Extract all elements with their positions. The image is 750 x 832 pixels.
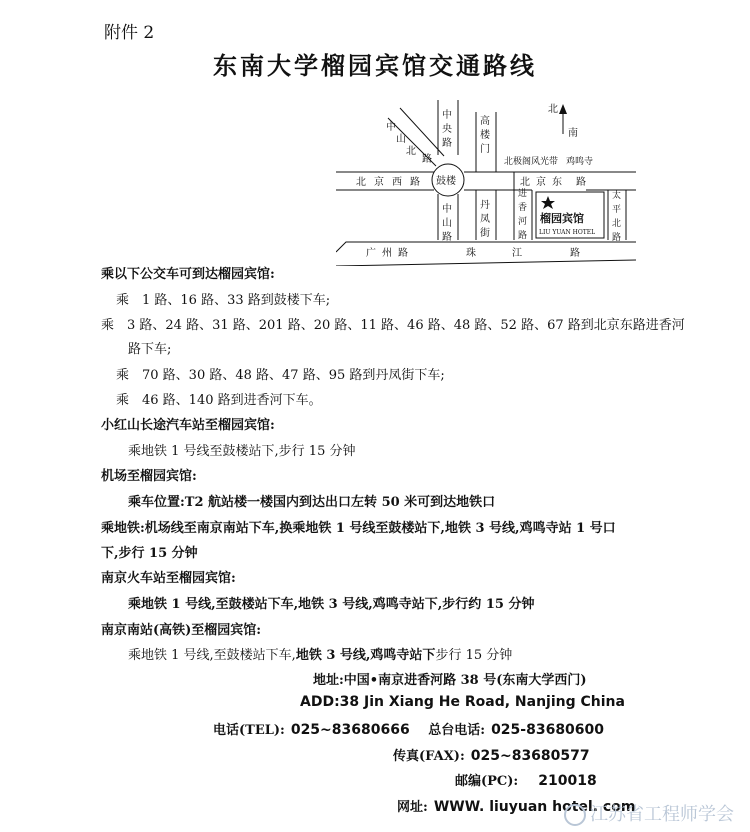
- map-road-label: 香: [518, 203, 528, 213]
- map-road-label: 高: [480, 116, 490, 127]
- map-road-label: 北极阁风光带: [504, 157, 559, 167]
- address-en: ADD:38 Jin Xiang He Road, Nanjing China: [300, 694, 625, 710]
- zip-row: 邮编(PC): 210018: [455, 773, 597, 789]
- phone-number: 025~83680666: [290, 722, 410, 738]
- airport-metro: 乘地铁:机场线至南京南站下车,换乘地铁 1 号线至鼓楼站下,地铁 3 号线,鸡鸣寺站 1 号口: [101, 521, 616, 536]
- map-road-label: 路: [576, 177, 586, 188]
- bus-heading: 乘以下公交车可到达榴园宾馆:: [101, 267, 275, 282]
- map-road-label: 北: [612, 219, 622, 229]
- xiaohongshan-heading: 小红山长途汽车站至榴园宾馆:: [101, 418, 275, 433]
- map-road-label: 路: [518, 231, 528, 241]
- map-road-label: 路: [612, 233, 622, 243]
- map-road-label: 河: [518, 217, 528, 227]
- railway-heading: 南京火车站至榴园宾馆:: [101, 571, 236, 586]
- hotel-star-icon: [541, 196, 555, 209]
- airport-heading: 机场至榴园宾馆:: [101, 469, 197, 484]
- map-road-label: 中: [442, 110, 452, 121]
- map-road-label: 山: [442, 218, 452, 229]
- map-road-label: 街: [480, 228, 490, 239]
- map-road-label: 中: [442, 204, 452, 215]
- north-label: 北: [548, 104, 558, 115]
- map-road-label: 路: [398, 248, 408, 259]
- airport-position: 乘车位置:T2 航站楼一楼国内到达出口左转 50 米可到达地铁口: [128, 495, 496, 510]
- bus-route: 乘 46 路、140 路到进香河下车。: [116, 393, 322, 408]
- map-road-label: 凤: [480, 214, 490, 225]
- map-road-label: 江: [512, 248, 522, 259]
- railway-text: 乘地铁 1 号线,至鼓楼站下车,地铁 3 号线,鸡鸣寺站下,步行约 15 分钟: [128, 597, 535, 612]
- map-road-label: 路: [570, 248, 580, 259]
- bus-route: 乘 1 路、16 路、33 路到鼓楼下车;: [116, 293, 331, 308]
- bus-route-cont: 路下车;: [128, 342, 172, 357]
- airport-metro-cont: 下,步行 15 分钟: [101, 546, 198, 561]
- attachment-label: 附件 2: [104, 23, 155, 43]
- map-road-label: 山: [396, 134, 406, 145]
- map-road-label: 太: [612, 191, 622, 201]
- fax-row: 传真(FAX): 025~83680577: [393, 748, 590, 764]
- wechat-logo-icon: [564, 804, 586, 826]
- map-road-label: 东: [552, 177, 562, 188]
- phone-row: 电话(TEL): 025~83680666 总台电话: 025-83680600: [213, 722, 605, 738]
- map-road-label: 门: [480, 144, 490, 155]
- map-road-label: 路: [442, 232, 452, 243]
- bus-route: 乘 3 路、24 路、31 路、201 路、20 路、11 路、46 路、48 路、52 路、67 路到北京东路进香河: [101, 318, 685, 333]
- switchboard-number: 025-83680600: [491, 722, 605, 738]
- map-road-label: 北: [406, 146, 416, 157]
- page-title: 东南大学榴园宾馆交通路线: [213, 51, 537, 80]
- bus-route: 乘 70 路、30 路、48 路、47 路、95 路到丹凤街下车;: [116, 368, 445, 383]
- map-road-label: 南: [568, 128, 578, 139]
- hotel-label-en: LIU YUAN HOTEL: [539, 229, 596, 236]
- map-road-label: 北: [356, 177, 366, 188]
- map-road-label: 路: [422, 154, 432, 165]
- map-road-label: 鸡鸣寺: [566, 157, 594, 167]
- website-url[interactable]: WWW. liuyuan hotel. com: [433, 799, 636, 815]
- south-station-heading: 南京南站(高铁)至榴园宾馆:: [101, 623, 262, 638]
- map-road-label: 央: [442, 124, 452, 135]
- map-road-label: 路: [442, 138, 452, 149]
- map-road-label: 北: [520, 177, 530, 188]
- route-map: [336, 100, 636, 266]
- map-road-label: 平: [612, 205, 622, 215]
- map-road-label: 进: [518, 189, 528, 199]
- map-road-label: 京: [374, 177, 384, 188]
- south-station-text: 乘地铁 1 号线,至鼓楼站下车,地铁 3 号线,鸡鸣寺站下步行 15 分钟: [128, 648, 513, 663]
- xiaohongshan-text: 乘地铁 1 号线至鼓楼站下,步行 15 分钟: [128, 444, 356, 459]
- map-road-label: 中: [386, 122, 396, 133]
- website-row: 网址: WWW. liuyuan hotel. com: [397, 799, 636, 815]
- map-road-label: 路: [410, 177, 420, 188]
- hotel-label: 榴园宾馆: [540, 212, 584, 225]
- map-road-label: 京: [536, 177, 546, 188]
- map-road-label: 州: [382, 248, 392, 259]
- north-arrow-icon: [559, 104, 567, 114]
- map-road-label: 丹: [480, 200, 490, 211]
- map-road-label: 西: [392, 177, 402, 188]
- address-cn: 地址:中国•南京进香河路 38 号(东南大学西门): [313, 673, 587, 688]
- map-road-label: 珠: [466, 248, 476, 259]
- watermark: 江苏省工程师学会: [564, 800, 734, 826]
- fax-number: 025~83680577: [470, 748, 590, 764]
- map-road-label: 广: [366, 248, 376, 259]
- gulou-label: 鼓楼: [436, 176, 456, 187]
- map-road-label: 楼: [480, 130, 490, 141]
- zip-code: 210018: [538, 773, 597, 789]
